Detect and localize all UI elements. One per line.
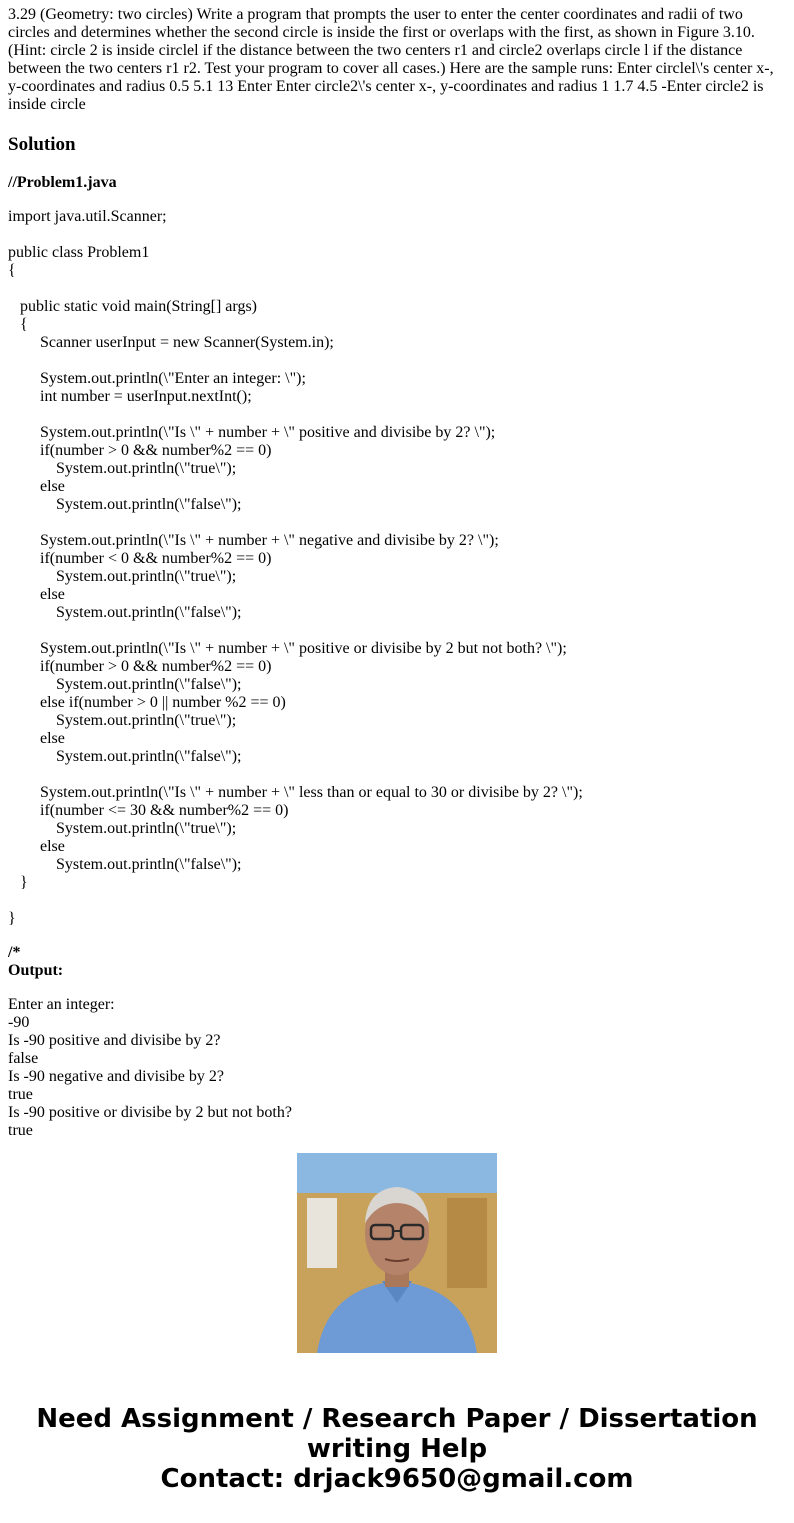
output-line: Enter an integer: <box>8 996 115 1013</box>
output-line: -90 <box>8 1014 30 1031</box>
promo-line-2: writing Help <box>306 1434 488 1464</box>
code-line: System.out.println(\"false\"); <box>8 496 242 513</box>
code-line: } <box>8 874 28 891</box>
comment-start: /* <box>8 944 21 961</box>
author-avatar <box>297 1153 497 1353</box>
code-line: else <box>8 478 65 495</box>
code-block <box>8 208 786 928</box>
code-line: System.out.println(\"false\"); <box>8 748 242 765</box>
code-line <box>8 352 786 370</box>
code-line: else if(number > 0 || number %2 == 0) <box>8 694 286 711</box>
promo-line-1: Need Assignment / Research Paper / Dissertation <box>36 1404 758 1434</box>
code-line <box>8 406 786 424</box>
code-line: import java.util.Scanner; <box>8 208 167 225</box>
code-line: { <box>8 316 28 333</box>
promo-contact: Contact: drjack9650@gmail.com <box>160 1464 634 1494</box>
code-line: { <box>8 262 16 279</box>
code-line: System.out.println(\"true\"); <box>8 712 237 729</box>
file-name: //Problem1.java <box>8 174 117 191</box>
code-line: System.out.println(\"false\"); <box>8 676 242 693</box>
promo-banner <box>0 1404 794 1494</box>
code-line: if(number <= 30 && number%2 == 0) <box>8 802 289 819</box>
code-line <box>8 622 786 640</box>
output-line: Is -90 positive and divisibe by 2? <box>8 1032 221 1049</box>
output-line: true <box>8 1122 33 1139</box>
code-line: System.out.println(\"true\"); <box>8 568 237 585</box>
output-line: false <box>8 1050 39 1067</box>
solution-heading: Solution <box>8 134 76 155</box>
output-line: true <box>8 1086 33 1103</box>
code-line: System.out.println(\"Is \" + number + \" positive and divisibe by 2? \"); <box>8 424 496 441</box>
code-line: else <box>8 730 65 747</box>
code-line: Scanner userInput = new Scanner(System.in); <box>8 334 334 351</box>
code-line: System.out.println(\"false\"); <box>8 856 242 873</box>
code-line: System.out.println(\"Enter an integer: \"); <box>8 370 306 387</box>
code-line <box>8 280 786 298</box>
code-line: else <box>8 838 65 855</box>
code-line: int number = userInput.nextInt(); <box>8 388 252 405</box>
code-line: System.out.println(\"false\"); <box>8 604 242 621</box>
document-content <box>8 6 786 1139</box>
code-line <box>8 514 786 532</box>
code-line: System.out.println(\"Is \" + number + \" positive or divisibe by 2 but not both? \"); <box>8 640 567 657</box>
output-label: Output: <box>8 962 64 979</box>
code-line: public static void main(String[] args) <box>8 298 257 315</box>
code-line: public class Problem1 <box>8 244 150 261</box>
question-text: 3.29 (Geometry: two circles) Write a program that prompts the user to enter the center coordinates and radii of two circles and determines whether the second circle is inside the first or overlaps with the first, as shown in Figure 3.10. (Hint: circle 2 is inside circlel if the distance between the two centers r1 and circle2 overlaps circle l if the distance between the two centers r1 r2. Test your program to cover all cases.) Here are the sample runs: Enter circlel\'s center x-, y-coordinates and radius 0.5 5.1 13 Enter Enter circle2\'s center x-, y-coordinates and radius 1 1.7 4.5 -Enter circle2 is inside circle <box>8 6 774 113</box>
code-line: if(number < 0 && number%2 == 0) <box>8 550 272 567</box>
code-line: if(number > 0 && number%2 == 0) <box>8 658 272 675</box>
author-photo-icon <box>297 1153 497 1353</box>
code-line: else <box>8 586 65 603</box>
code-line: if(number > 0 && number%2 == 0) <box>8 442 272 459</box>
code-line: System.out.println(\"Is \" + number + \" negative and divisibe by 2? \"); <box>8 532 499 549</box>
code-line <box>8 226 786 244</box>
output-block <box>8 996 786 1140</box>
code-line <box>8 892 786 910</box>
code-line: System.out.println(\"Is \" + number + \" less than or equal to 30 or divisibe by 2? \"); <box>8 784 583 801</box>
code-line <box>8 766 786 784</box>
output-line: Is -90 negative and divisibe by 2? <box>8 1068 224 1085</box>
code-line: } <box>8 910 16 927</box>
code-line: System.out.println(\"true\"); <box>8 820 237 837</box>
output-line: Is -90 positive or divisibe by 2 but not both? <box>8 1104 292 1121</box>
code-line: System.out.println(\"true\"); <box>8 460 237 477</box>
